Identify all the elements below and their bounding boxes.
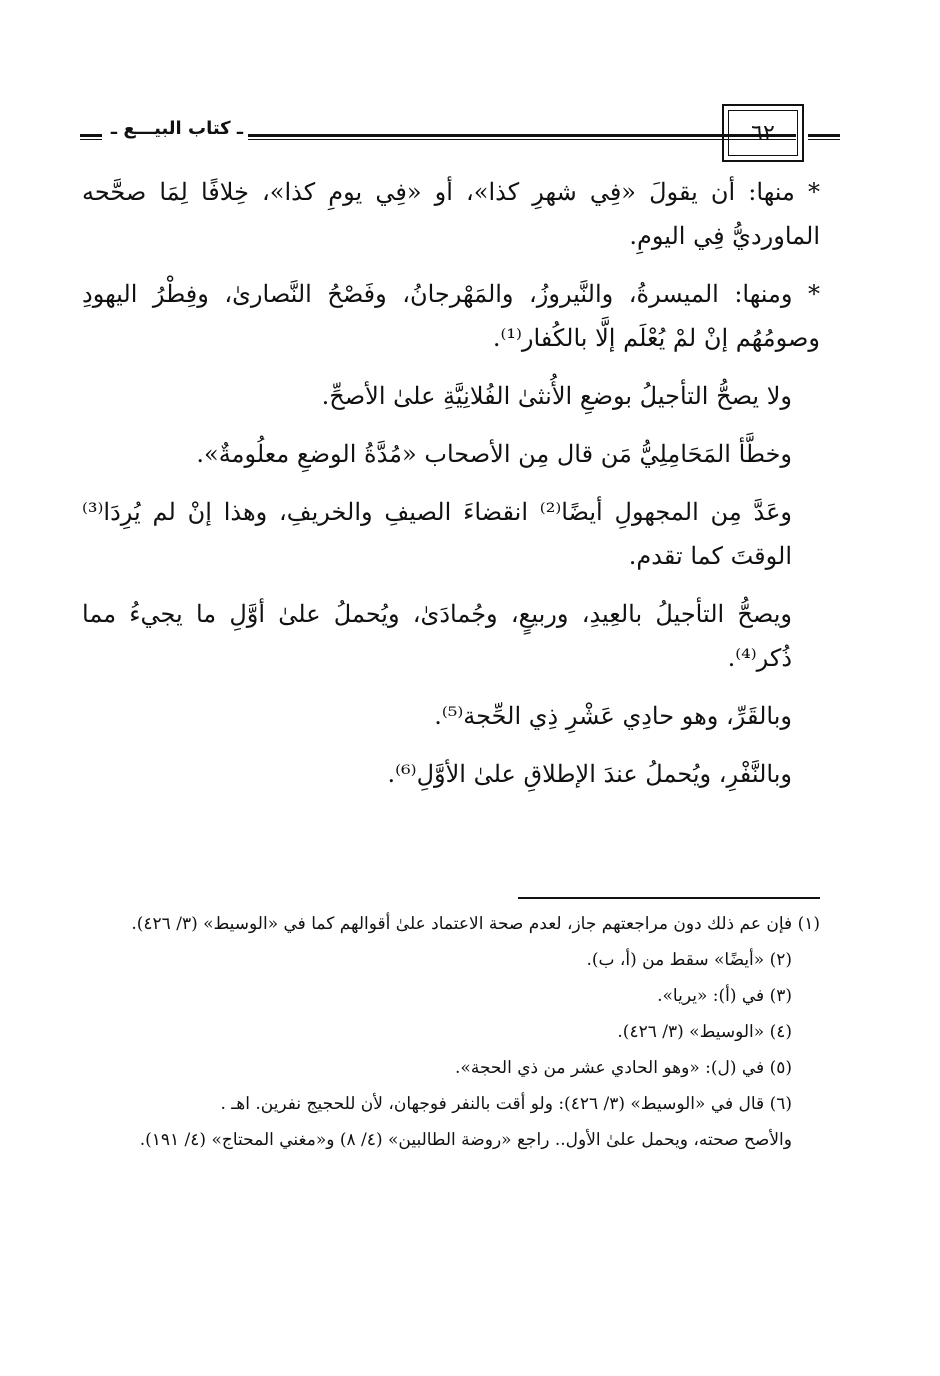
footnote: (١) فإن عم ذلك دون مراجعتهم جاز، لعدم صحة الاعتماد علىٰ أقوالهم كما في «الوسيط» (٣/ ٤٢٦). bbox=[131, 914, 820, 934]
footnote: (٢) «أيضًا» سقط من (أ، ب). bbox=[586, 950, 792, 970]
footnotes bbox=[82, 906, 820, 1158]
footnote: (٤) «الوسيط» (٣/ ٤٢٦). bbox=[617, 1022, 792, 1042]
footnote: والأصح صحته، ويحمل علىٰ الأول.. راجع «روضة الطالبين» (٤/ ٨) و«مغني المحتاج» (٤/ ١٩١). bbox=[139, 1130, 792, 1150]
header-rule-middle bbox=[248, 134, 796, 137]
page-number: ٦٢ bbox=[751, 120, 775, 146]
page-number-frame bbox=[722, 104, 804, 162]
footnote: (٣) في (أ): «يريا». bbox=[657, 986, 792, 1006]
paragraph: وبالقَرِّ، وهو حادِي عَشْرِ ذِي الحِّجة⁽⁵⁾. bbox=[434, 702, 792, 730]
page-header bbox=[80, 104, 840, 166]
paragraph: وبالنَّفْرِ، ويُحملُ عندَ الإطلاقِ علىٰ الأوَّلِ⁽⁶⁾. bbox=[387, 760, 792, 788]
main-text bbox=[82, 170, 820, 796]
paragraph: ويصحُّ التأجيلُ بالعِيدِ، وربيعٍ، وجُمادَىٰ، ويُحملُ علىٰ أوَّلِ ما يجيءُ مما ذُكر⁽⁴⁾. bbox=[82, 600, 792, 672]
paragraph: * منها: أن يقولَ «فِي شهرِ كذا»، أو «فِي يومِ كذا»، خِلافًا لِمَا صحَّحه الماورديُّ فِي اليومِ. bbox=[82, 178, 820, 250]
header-rule-left bbox=[80, 134, 102, 137]
running-title: ـ كتاب البيـــع ـ bbox=[110, 118, 244, 139]
footnote: (٦) قال في «الوسيط» (٣/ ٤٢٦): ولو أقت بالنفر فوجهان، لأن للحجيج نفرين. اهـ . bbox=[220, 1094, 792, 1114]
paragraph: وعَدَّ مِن المجهولِ أيضًا⁽²⁾ انقضاءَ الصيفِ والخريفِ، وهذا إنْ لم يُرِدَا⁽³⁾ الوقتَ كما تقدم. bbox=[82, 498, 792, 570]
paragraph: وخطَّأ المَحَامِلِيُّ مَن قال مِن الأصحاب «مُدَّةُ الوضعِ معلُومةٌ». bbox=[196, 440, 792, 468]
footnote: (٥) في (ل): «وهو الحادي عشر من ذي الحجة». bbox=[455, 1058, 792, 1078]
footnote-separator bbox=[518, 897, 820, 899]
page-number-frame-inner bbox=[728, 110, 798, 156]
paragraph: ولا يصحُّ التأجيلُ بوضعِ الأُنثىٰ الفُلانِيَّةِ علىٰ الأصحِّ. bbox=[321, 382, 792, 410]
paragraph: * ومنها: الميسرةُ، والنَّيروزُ، والمَهْرجانُ، وفَصْحُ النَّصارىٰ، وفِطْرُ اليهودِ وصومُهُم إنْ لمْ يُعْلَم إلَّا بالكُفار⁽¹⁾. bbox=[82, 280, 820, 352]
header-rule-right bbox=[808, 134, 840, 137]
